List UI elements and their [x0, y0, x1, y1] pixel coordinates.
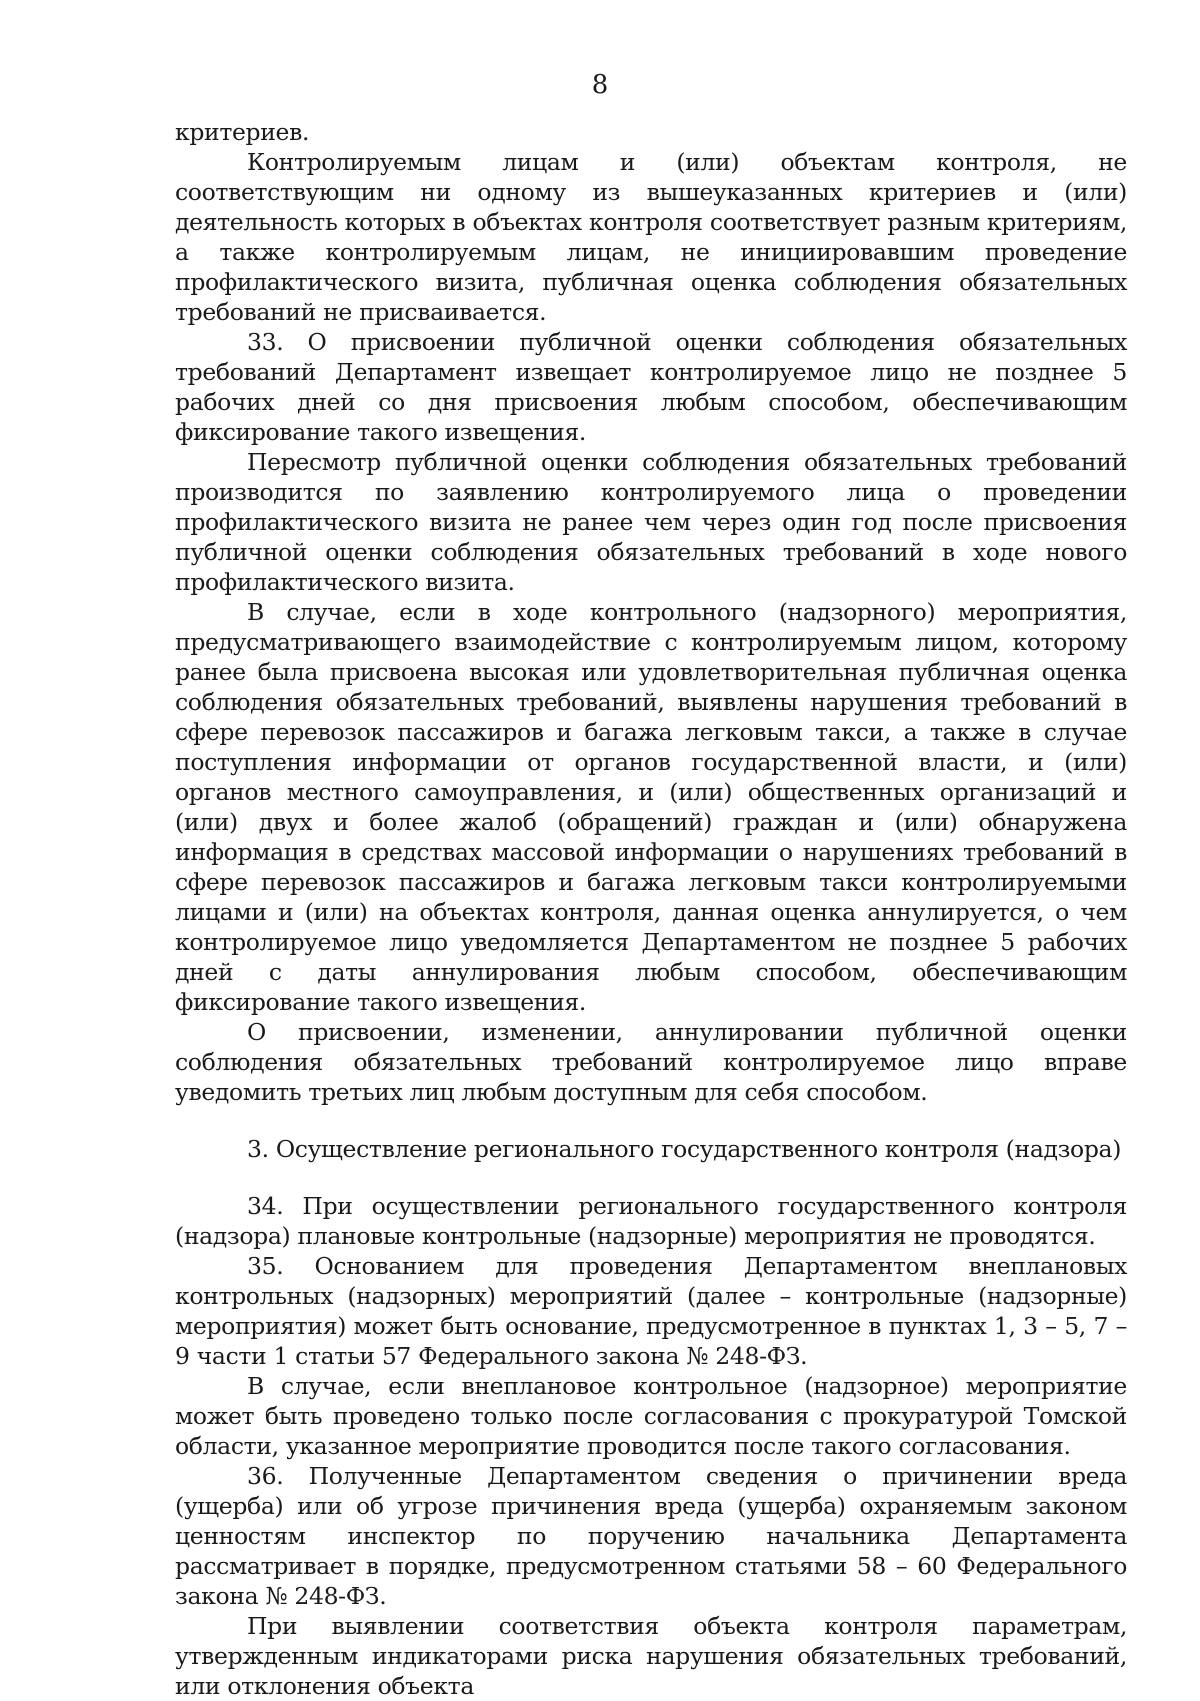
paragraph-annulment: В случае, если в ходе контрольного (надзорного) мероприятия, предусматривающего взаимодействие с контролируемым лицом, которому ранее была присвоена высокая или удовлетворительная публичная оценка соблюдения обязательных требований, выявлены нарушения требований в сфере перевозок пассажиров и багажа легковым такси, а также в случае поступления информации от органов государственной власти, и (или) органов местного самоуправления, и (или) общественных организаций и (или) двух и более жалоб (обращений) граждан и (или) обнаружена информация в средствах массовой информации о нарушениях требований в сфере перевозок пассажиров и багажа легковым такси контролируемыми лицами и (или) на объектах контроля, данная оценка аннулируется, о чем контролируемое лицо уведомляется Департаментом не позднее 5 рабочих дней с даты аннулирования любым способом, обеспечивающим фиксирование такого извещения.: [175, 598, 1127, 1016]
paragraph-item-33: 33. О присвоении публичной оценки соблюдения обязательных требований Департамент извещает контролируемое лицо не позднее 5 рабочих дней со дня присвоения любым способом, обеспечивающим фиксирование такого извещения.: [175, 328, 1127, 446]
paragraph-risk-indicators: При выявлении соответствия объекта контроля параметрам, утвержденным индикаторами риска нарушения обязательных требований, или отклонения объекта: [175, 1612, 1127, 1700]
paragraph-item-36: 36. Полученные Департаментом сведения о причинении вреда (ущерба) или об угрозе причинения вреда (ущерба) охраняемым законом ценностям инспектор по поручению начальника Департамента рассматривает в порядке, предусмотренном статьями 58 – 60 Федерального закона № 248-ФЗ.: [175, 1462, 1127, 1610]
document-body: [175, 117, 1127, 1701]
paragraph-continuation: критериев.: [175, 118, 310, 146]
paragraph-item-35: 35. Основанием для проведения Департаментом внеплановых контрольных (надзорных) мероприятий (далее – контрольные (надзорные) мероприятия) может быть основание, предусмотренное в пунктах 1, 3 – 5, 7 – 9 части 1 статьи 57 Федерального закона № 248-ФЗ.: [175, 1252, 1127, 1370]
paragraph-item-34: 34. При осуществлении регионального государственного контроля (надзора) плановые контрольные (надзорные) мероприятия не проводятся.: [175, 1192, 1127, 1250]
page-number: 8: [591, 70, 609, 100]
paragraph-prosecutor-approval: В случае, если внеплановое контрольное (надзорное) мероприятие может быть проведено только после согласования с прокуратурой Томской области, указанное мероприятие проводится после такого согласования.: [175, 1372, 1127, 1460]
paragraph-no-rating: Контролируемым лицам и (или) объектам контроля, не соответствующим ни одному из вышеуказанных критериев и (или) деятельность которых в объектах контроля соответствует разным критериям, а также контролируемым лицам, не инициировавшим проведение профилактического визита, публичная оценка соблюдения обязательных требований не присваивается.: [175, 148, 1127, 326]
section-heading: 3. Осуществление регионального государственного контроля (надзора): [247, 1135, 1122, 1163]
paragraph-notify-third-parties: О присвоении, изменении, аннулировании публичной оценки соблюдения обязательных требований контролируемое лицо вправе уведомить третьих лиц любым доступным для себя способом.: [175, 1018, 1127, 1106]
paragraph-revision: Пересмотр публичной оценки соблюдения обязательных требований производится по заявлению контролируемого лица о проведении профилактического визита не ранее чем через один год после присвоения публичной оценки соблюдения обязательных требований в ходе нового профилактического визита.: [175, 448, 1127, 596]
